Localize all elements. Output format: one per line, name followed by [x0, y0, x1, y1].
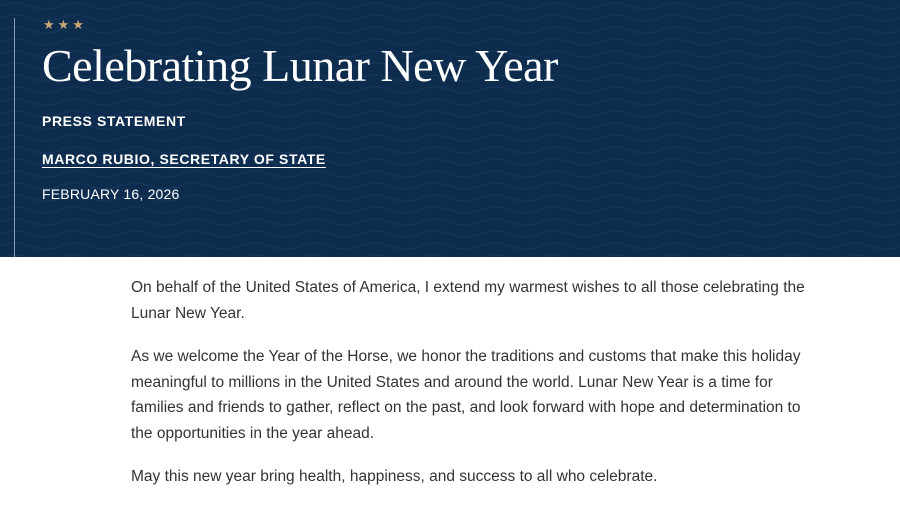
statement-body [131, 275, 811, 508]
body-paragraph: May this new year bring health, happiness, and success to all who celebrate. [131, 468, 658, 485]
page-title: Celebrating Lunar New Year [42, 40, 558, 91]
stars-icon: ★★★ [43, 18, 87, 33]
publish-date: FEBRUARY 16, 2026 [42, 186, 180, 202]
hero-vertical-rule [14, 18, 15, 257]
body-paragraph: On behalf of the United States of America, I extend my warmest wishes to all those celebrating the Lunar New Year. [131, 279, 805, 322]
hero-banner [0, 0, 900, 257]
article-type-label: PRESS STATEMENT [42, 113, 186, 129]
body-paragraph: As we welcome the Year of the Horse, we honor the traditions and customs that make this holiday meaningful to millions in the United States and around the world. Lunar New Year is a time for families and friends to gather, reflect on the past, and look forward with hope and determination to the opportunities in the year ahead. [131, 348, 801, 442]
author-link[interactable]: MARCO RUBIO, SECRETARY OF STATE [42, 151, 326, 167]
